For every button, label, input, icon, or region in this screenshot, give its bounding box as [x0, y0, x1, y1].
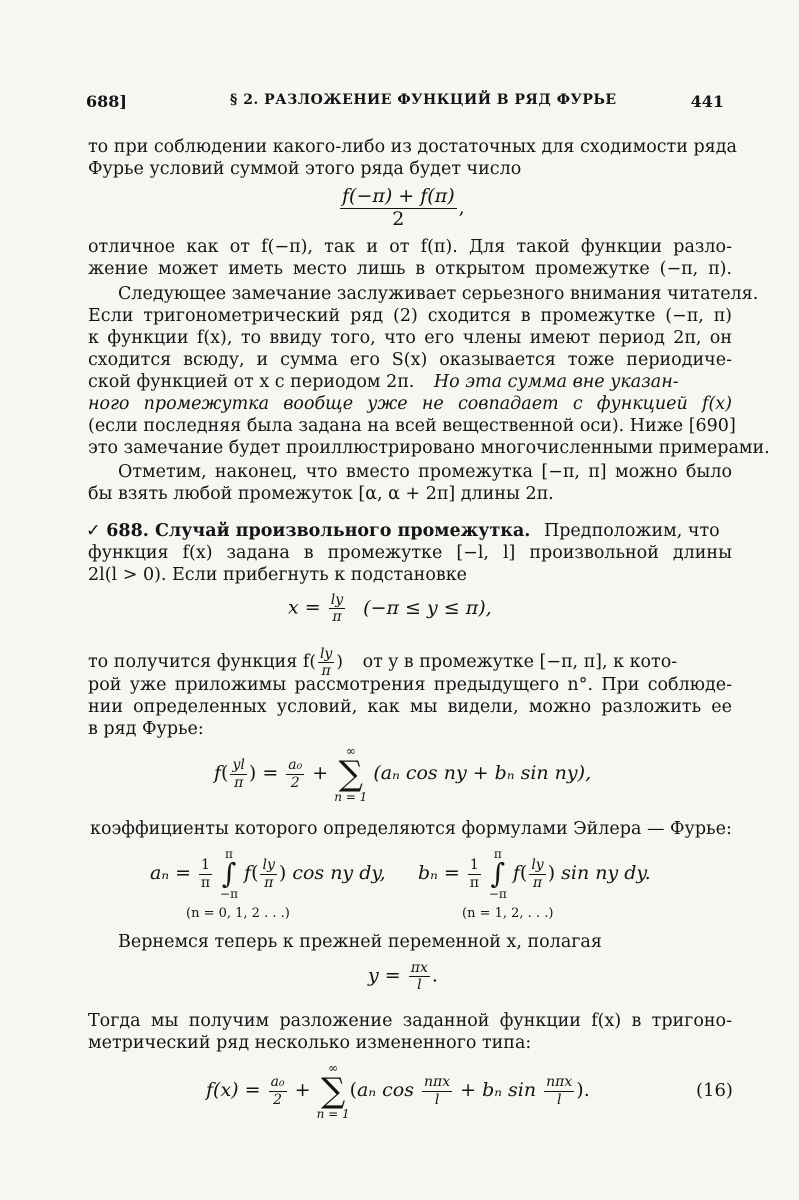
math-text: bₙ =	[418, 862, 460, 884]
math-text: aₙ cos	[357, 1079, 414, 1101]
fraction	[269, 1074, 287, 1107]
math-text: sin ny dy.	[561, 862, 651, 884]
math-text: (aₙ cos ny + bₙ sin ny),	[373, 762, 592, 784]
integral-sign: π ∫ −π	[488, 847, 507, 901]
text-line: Фурье условий суммой этого ряда будет число	[88, 159, 522, 179]
fraction-denominator: l	[434, 1091, 440, 1108]
fraction-denominator: 2	[273, 1091, 283, 1108]
fraction-denominator: π	[321, 663, 331, 680]
fraction-numerator: ly	[330, 592, 344, 608]
fraction-numerator: πx	[410, 960, 428, 976]
fraction-denominator: π	[332, 609, 342, 626]
fraction-numerator: ly	[319, 646, 333, 662]
running-header: § 2. РАЗЛОЖЕНИЕ ФУНКЦИЙ В РЯД ФУРЬЕ	[230, 92, 617, 108]
math-text: (−π ≤ y ≤ π),	[363, 596, 492, 619]
summation-sign: ∞ ∑ n = 1	[334, 744, 368, 804]
text-line: жение может иметь место лишь в открытом промежутке (−π, π).	[88, 259, 732, 279]
fraction-numerator: nπx	[424, 1074, 451, 1091]
fraction-denominator: π	[469, 874, 479, 891]
page-section-number: 688]	[86, 92, 127, 111]
fraction-numerator: ly	[262, 857, 275, 874]
fraction-denominator: l	[556, 1091, 562, 1108]
text-span: то получится функция f	[88, 652, 310, 673]
fraction-numerator: 1	[201, 857, 210, 874]
text-line: Вернемся теперь к прежней переменной x, полагая	[118, 932, 602, 952]
index-condition: (n = 1, 2, . . .)	[462, 906, 554, 921]
math-text: y =	[368, 964, 401, 987]
fraction	[340, 186, 457, 231]
fraction	[260, 857, 276, 890]
text-span: Предположим, что	[543, 521, 720, 541]
integral-lower-limit: −π	[488, 887, 507, 901]
text-line: коэффициенты которого определяются формулами Эйлера — Фурье:	[90, 819, 732, 839]
fraction-denominator: 2	[290, 774, 300, 791]
equation-fraction: $\frac{f(-\pi) + f(\pi)}{2}$ ,	[342, 185, 465, 230]
text-line: метрический ряд несколько измененного типа:	[88, 1033, 532, 1053]
text-span: ской функцией от x с периодом 2π.	[88, 372, 415, 392]
text-line: (если последняя была задана на всей вещественной оси). Ниже [690]	[88, 416, 736, 436]
fraction-numerator: a₀	[270, 1074, 285, 1091]
text-span: от y в промежутке [−π, π], к кото-	[362, 652, 678, 673]
text-line: Отметим, наконец, что вместо промежутка [−π, π] можно было	[118, 462, 732, 482]
fraction	[230, 757, 246, 790]
equation-general-series: f(x) = $\frac{\text{a₀}}{2}$ + ∞ ∑ n = 1 (aₙ cos $\frac{\text{nπx}}{l}$ + bₙ sin $\frac{\text{nπx}}{l}$ ).	[206, 1061, 590, 1121]
math-text: +	[294, 1079, 311, 1101]
text-line: рой уже приложимы рассмотрения предыдущего n°. При соблюде-	[88, 675, 732, 695]
fraction-denominator: π	[264, 874, 274, 891]
integral-sign: π ∫ −π	[220, 847, 238, 901]
text-line	[88, 371, 732, 393]
section-title: 688. Случай произвольного промежутка.	[106, 521, 531, 541]
fraction-denominator: π	[532, 874, 543, 891]
math-text: x =	[288, 596, 321, 619]
text-line: Если тригонометрический ряд (2) сходится в промежутке (−π, π)	[88, 306, 732, 326]
italic-text: Но эта сумма вне указан-	[433, 372, 679, 392]
math-text: +	[312, 762, 329, 784]
fraction	[468, 857, 481, 890]
index-condition: (n = 0, 1, 2 . . .)	[186, 906, 290, 921]
fraction-numerator: ly	[531, 857, 544, 874]
sum-lower-limit: n = 1	[316, 1107, 350, 1121]
fraction	[529, 857, 545, 890]
integral-lower-limit: −π	[220, 887, 238, 901]
equation-coefficient-a: aₙ = $\frac{1}{\pi}$ π ∫ −π f( $\frac{ly}{\pi}$ ) cos ny dy,	[150, 847, 386, 901]
page-number: 441	[690, 92, 724, 111]
equation-back-substitution: y = $\frac{\pi x}{l}$ .	[368, 960, 438, 994]
check-mark-icon: ✓	[86, 521, 101, 541]
fraction-numerator: f(−π) + f(π)	[342, 185, 455, 207]
math-text: + bₙ sin	[460, 1079, 537, 1101]
fraction-numerator: yl	[232, 757, 245, 774]
math-text: =	[262, 762, 279, 784]
text-line: к функции f(x), то ввиду того, что его члены имеют период 2π, он	[88, 328, 732, 348]
integral-upper-limit: π	[493, 847, 502, 861]
fraction-denominator: π	[234, 774, 244, 791]
fraction-numerator: nπx	[546, 1074, 573, 1091]
text-line: отличное как от f(−π), так и от f(π). Для такой функции разло-	[88, 237, 732, 257]
fraction	[544, 1074, 574, 1107]
math-text: f(x) =	[206, 1079, 261, 1101]
fraction	[199, 857, 212, 890]
fraction-numerator: a₀	[288, 757, 303, 774]
equation-substitution	[288, 592, 492, 625]
text-line: нии определенных условий, как мы видели, можно разложить ее	[88, 697, 732, 717]
math-paren: ( $\frac{ly}{\pi}$ )	[309, 646, 343, 680]
integral-upper-limit: π	[225, 847, 233, 861]
text-line: 2l(l > 0). Если прибегнуть к подстановке	[88, 565, 468, 585]
text-line: функция f(x) задана в промежутке [−l, l] произвольной длины	[88, 543, 732, 563]
fraction-denominator: π	[200, 874, 211, 891]
text-line: Тогда мы получим разложение заданной функции f(x) в тригоно-	[88, 1011, 732, 1031]
text-line: то при соблюдении какого-либо из достаточных для сходимости ряда	[88, 137, 737, 157]
section-heading-line	[86, 520, 732, 542]
math-text: cos ny dy,	[292, 862, 386, 884]
equation-fourier-series: f( $\frac{yl}{\pi}$ ) = $\frac{\text{a₀}}{2}$ + ∞ ∑ n = 1 (aₙ cos ny + bₙ sin ny),	[214, 744, 592, 804]
fraction-denominator: 2	[392, 207, 405, 230]
equation-number: (16)	[696, 1080, 733, 1101]
fraction-numerator: 1	[469, 857, 479, 874]
summation-sign: ∞ ∑ n = 1	[316, 1061, 350, 1121]
fraction	[286, 757, 304, 790]
text-line: Следующее замечание заслуживает серьезного внимания читателя.	[118, 284, 759, 304]
fraction	[422, 1074, 452, 1107]
math-text: f	[214, 762, 222, 784]
text-line: в ряд Фурье:	[88, 719, 204, 739]
text-line: сходится всюду, и сумма его S(x) оказывается тоже периодиче-	[88, 350, 732, 370]
text-line: это замечание будет проиллюстрировано многочисленными примерами.	[88, 438, 770, 458]
fraction	[329, 592, 345, 625]
fraction-denominator: l	[417, 977, 422, 994]
text-line: бы взять любой промежуток [α, α + 2π] длины 2π.	[88, 484, 554, 504]
italic-line: ного промежутка вообще уже не совпадает с функцией f(x)	[88, 394, 732, 414]
sum-lower-limit: n = 1	[334, 790, 368, 804]
fraction	[409, 960, 430, 993]
equation-coefficient-b: bₙ = $\frac{1}{\pi}$ π ∫ −π f( $\frac{ly}{\pi}$ ) sin ny dy.	[418, 847, 651, 901]
math-text: aₙ =	[150, 862, 191, 884]
sum-upper-limit: ∞	[328, 1061, 339, 1075]
sum-upper-limit: ∞	[345, 744, 356, 758]
